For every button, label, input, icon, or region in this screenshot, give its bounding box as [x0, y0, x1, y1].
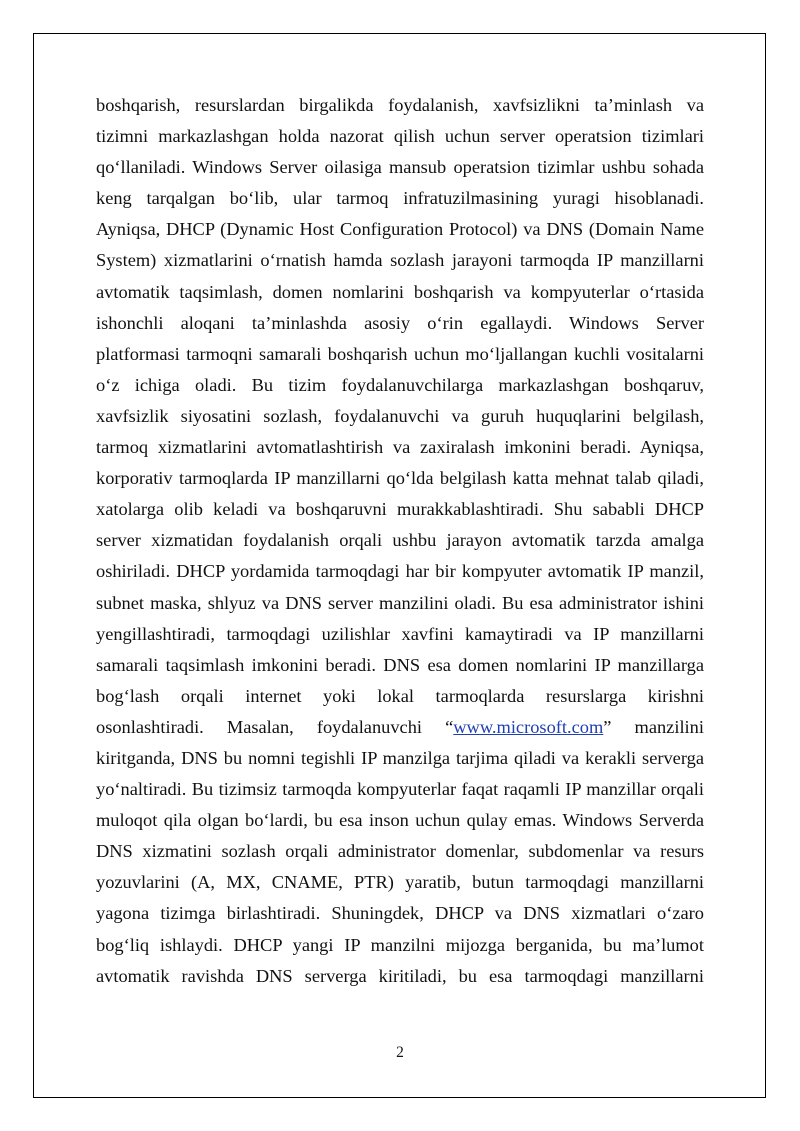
text-line: yengillashtiradi, tarmoqdagi uzilishlar xavfini kamaytiradi va IP manzillarni — [96, 623, 704, 644]
text-line: tarmoq xizmatlarini avtomatlashtirish va zaxiralash imkonini beradi. Ayniqsa, — [96, 437, 704, 458]
open-quote: “ — [445, 716, 454, 737]
text-line: o‘z ichiga oladi. Bu tizim foydalanuvchilarga markazlashgan boshqaruv, — [96, 374, 704, 395]
text-line: avtomatik taqsimlash, domen nomlarini boshqarish va kompyuterlar o‘rtasida — [96, 281, 704, 302]
text-line: boshqarish, resurslardan birgalikda foydalanish, xavfsizlikni ta’minlash va — [96, 95, 704, 115]
text-line: oshiriladi. DHCP yordamida tarmoqdagi har bir kompyuter avtomatik IP manzil, — [96, 561, 704, 582]
text-line: keng tarqalgan bo‘lib, ular tarmoq infratuzilmasining yuragi hisoblanadi. — [96, 188, 704, 209]
text-line: yagona tizimga birlashtiradi. Shuningdek, DHCP va DNS xizmatlari o‘zaro — [96, 903, 704, 924]
close-quote: ” — [603, 716, 612, 737]
text-line: qo‘llaniladi. Windows Server oilasiga mansub operatsion tizimlar ushbu sohada — [96, 157, 704, 178]
microsoft-link[interactable]: www.microsoft.com — [453, 716, 604, 737]
text-line: DNS xizmatini sozlash orqali administrator domenlar, subdomenlar va resurs — [96, 841, 704, 862]
text-line-with-link — [96, 712, 704, 743]
text-line: ishonchli aloqani ta’minlashda asosiy o‘rin egallaydi. Windows Server — [96, 312, 704, 333]
body-text — [96, 90, 704, 992]
text-line: yozuvlarini (A, MX, CNAME, PTR) yaratib, butun tarmoqdagi manzillarni — [96, 872, 704, 893]
page-number: 2 — [396, 1044, 404, 1061]
text-line: server xizmatidan foydalanish orqali ushbu jarayon avtomatik tarzda amalga — [96, 530, 704, 551]
text-segment: manzilini — [634, 716, 704, 737]
text-line: xavfsizlik siyosatini sozlash, foydalanuvchi va guruh huquqlarini belgilash, — [96, 405, 704, 426]
text-line: korporativ tarmoqlarda IP manzillarni qo‘lda belgilash katta mehnat talab qiladi, — [96, 468, 704, 489]
text-line: platformasi tarmoqni samarali boshqarish uchun mo‘ljallangan kuchli vositalarni — [96, 343, 704, 364]
text-line: yo‘naltiradi. Bu tizimsiz tarmoqda kompyuterlar faqat raqamli IP manzillar orqali — [96, 779, 704, 800]
text-segment: osonlashtiradi. Masalan, foydalanuvchi — [96, 716, 423, 737]
text-line: bog‘liq ishlaydi. DHCP yangi IP manzilni mijozga berganida, bu ma’lumot — [96, 934, 704, 955]
text-line: tizimni markazlashgan holda nazorat qilish uchun server operatsion tizimlari — [96, 126, 704, 147]
text-line: avtomatik ravishda DNS serverga kiritiladi, bu esa tarmoqdagi manzillarni — [96, 965, 704, 986]
text-line: bog‘lash orqali internet yoki lokal tarmoqlarda resurslarga kirishni — [96, 685, 704, 706]
text-line: xatolarga olib keladi va boshqaruvni murakkablashtiradi. Shu sababli DHCP — [96, 499, 704, 520]
text-line: muloqot qila olgan bo‘lardi, bu esa inson uchun qulay emas. Windows Serverda — [96, 810, 704, 831]
text-line: samarali taqsimlash imkonini beradi. DNS esa domen nomlarini IP manzillarga — [96, 654, 704, 675]
text-line: subnet maska, shlyuz va DNS server manzilini oladi. Bu esa administrator ishini — [96, 592, 704, 613]
text-line: kiritganda, DNS bu nomni tegishli IP manzilga tarjima qiladi va kerakli serverga — [96, 747, 704, 768]
text-line: Ayniqsa, DHCP (Dynamic Host Configuration Protocol) va DNS (Domain Name — [96, 219, 704, 240]
text-line: System) xizmatlarini o‘rnatish hamda sozlash jarayoni tarmoqda IP manzillarni — [96, 250, 704, 271]
